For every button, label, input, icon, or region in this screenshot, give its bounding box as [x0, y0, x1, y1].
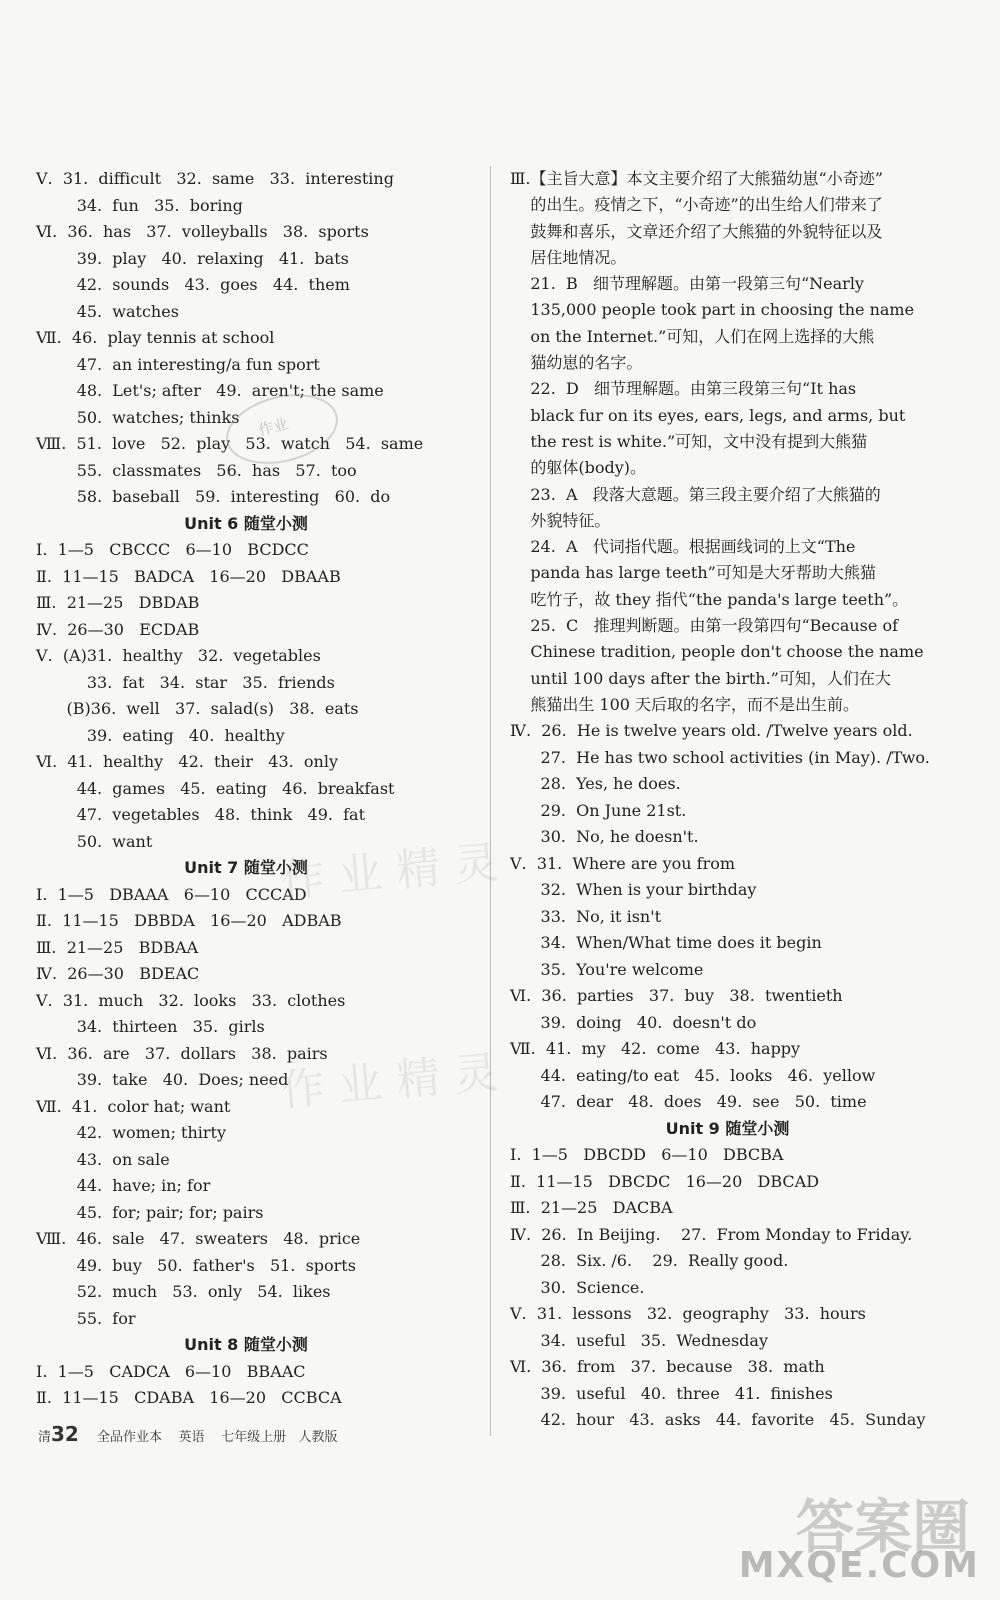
answer-line: Ⅵ. 41. healthy 42. their 43. only	[36, 752, 338, 771]
answer-line: (B)36. well 37. salad(s) 38. eats	[36, 699, 359, 718]
answer-line: 44. have; in; for	[36, 1176, 211, 1195]
answer-line: Ⅵ. 36. has 37. volleyballs 38. sports	[36, 222, 369, 241]
answer-line: 47. an interesting/a fun sport	[36, 354, 320, 374]
answer-line: 33. No, it isn't	[510, 906, 662, 926]
unit-heading: Unit 8 随堂小测	[184, 1335, 308, 1354]
answer-line: Ⅴ. 31. lessons 32. geography 33. hours	[510, 1304, 866, 1324]
answer-line: 39. take 40. Does; need	[36, 1070, 289, 1089]
answer-line: 39. doing 40. doesn't do	[510, 1012, 757, 1032]
answer-line: Ⅴ. 31. much 32. looks 33. clothes	[36, 990, 346, 1010]
answer-line: 35. You're welcome	[510, 959, 704, 979]
answer-explanation: 21. B 细节理解题。由第一段第三句“Nearly 135,000 people took part in choosing the name on the Internet.”可知，人们在网上选择的大熊 猫幼崽的名字。	[530, 274, 915, 373]
watermark-text-2: 作业精灵	[278, 1045, 515, 1117]
answer-line: Ⅷ. 46. sale 47. sweaters 48. price	[36, 1229, 361, 1248]
answer-line: 27. He has two school activities (in May). /Two.	[510, 747, 930, 767]
page-number: 32	[51, 1422, 79, 1446]
answer-line: Ⅰ. 1—5 DBCDD 6—10 DBCBA	[510, 1145, 784, 1165]
answer-line: Ⅰ. 1—5 DBAAA 6—10 CCCAD	[36, 884, 307, 904]
answer-line: 42. hour 43. asks 44. favorite 45. Sunday	[510, 1410, 926, 1430]
answer-line: Ⅳ. 26. In Beijing. 27. From Monday to Friday.	[510, 1224, 913, 1244]
unit-heading: Unit 7 随堂小测	[184, 858, 308, 877]
answer-explanation: 23. A 段落大意题。第三段主要介绍了大熊猫的 外貌特征。	[530, 484, 881, 530]
answer-line: 34. useful 35. Wednesday	[510, 1330, 768, 1350]
answer-line: Ⅴ. 31. difficult 32. same 33. interesting	[36, 169, 394, 188]
answer-line: Ⅵ. 36. parties 37. buy 38. twentieth	[510, 986, 843, 1006]
answer-line: 42. women; thirty	[36, 1123, 227, 1142]
answer-line: 45. watches	[36, 301, 179, 321]
answer-line: 28. Six. /6. 29. Really good.	[510, 1251, 789, 1271]
left-answer-column	[36, 166, 456, 1412]
logo-url: MXQE.COM	[738, 1545, 980, 1586]
answer-line: Ⅱ. 11—15 DBCDC 16—20 DBCAD	[510, 1171, 820, 1191]
answer-line: 50. watches; thinks	[36, 407, 240, 427]
answer-line: Ⅱ. 11—15 BADCA 16—20 DBAAB	[36, 566, 341, 586]
answer-line: 42. sounds 43. goes 44. them	[36, 275, 350, 294]
answer-line: 43. on sale	[36, 1149, 170, 1169]
answer-line: 39. eating 40. healthy	[36, 725, 285, 745]
page-prefix: 清	[38, 1430, 52, 1445]
watermark-stamp: 作业	[219, 383, 346, 475]
answer-line: Ⅶ. 41. my 42. come 43. happy	[510, 1039, 801, 1059]
answer-explanation: Ⅲ.【主旨大意】本文主要介绍了大熊猫幼崽“小奇迹” 的出生。疫情之下，“小奇迹”的出生给人们带来了 鼓舞和喜乐，文章还介绍了大熊猫的外貌特征以及 居住地情况。	[510, 169, 883, 267]
answer-line: Ⅵ. 36. from 37. because 38. math	[510, 1357, 825, 1377]
answer-line: Ⅰ. 1—5 CADCA 6—10 BBAAC	[36, 1361, 306, 1381]
answer-line: 55. for	[36, 1308, 136, 1328]
answer-line: 34. fun 35. boring	[36, 195, 243, 215]
answer-line: Ⅶ. 46. play tennis at school	[36, 328, 275, 347]
answer-line: Ⅴ. 31. Where are you from	[510, 853, 736, 873]
answer-explanation: 24. A 代词指代题。根据画线词的上文“The panda has large teeth”可知是大牙帮助大熊猫 吃竹子，故 they 指代“the panda's large teeth”。	[530, 537, 909, 609]
answer-line: 29. On June 21st.	[510, 800, 687, 820]
edition: 人教版	[298, 1430, 338, 1445]
unit-heading: Unit 9 随堂小测	[665, 1118, 790, 1138]
answer-line: Ⅱ. 11—15 CDABA 16—20 CCBCA	[36, 1388, 342, 1407]
answer-line: Ⅴ. (A)31. healthy 32. vegetables	[36, 646, 321, 665]
answer-line: 45. for; pair; for; pairs	[36, 1202, 264, 1222]
unit-heading: Unit 6 随堂小测	[184, 513, 308, 533]
answer-line: 30. No, he doesn't.	[510, 827, 699, 847]
answer-line: 47. dear 48. does 49. see 50. time	[510, 1092, 867, 1112]
answer-line: Ⅵ. 36. are 37. dollars 38. pairs	[36, 1043, 328, 1063]
answer-line: Ⅲ. 21—25 DBDAB	[36, 593, 200, 612]
page-footer	[38, 1422, 338, 1446]
corner-logo	[738, 1480, 990, 1590]
answer-line: 44. games 45. eating 46. breakfast	[36, 778, 395, 798]
answer-explanation: 22. D 细节理解题。由第三段第三句“It has black fur on its eyes, ears, legs, and arms, but the rest is white.”可知，文中没有提到大熊猫 的躯体(body)。	[530, 379, 906, 478]
answer-line: 39. useful 40. three 41. finishes	[510, 1383, 833, 1403]
answer-line: 44. eating/to eat 45. looks 46. yellow	[510, 1065, 876, 1085]
answer-line: 58. baseball 59. interesting 60. do	[36, 487, 391, 506]
answer-line: Ⅰ. 1—5 CBCCC 6—10 BCDCC	[36, 540, 309, 559]
answer-line: 52. much 53. only 54. likes	[36, 1282, 331, 1301]
answer-line: 39. play 40. relaxing 41. bats	[36, 248, 349, 268]
answer-line: 50. want	[36, 831, 153, 851]
answer-line: 33. fat 34. star 35. friends	[36, 672, 335, 692]
answer-line: Ⅳ. 26—30 ECDAB	[36, 619, 200, 639]
answer-line: Ⅷ. 51. love 52. play 53. watch 54. same	[36, 434, 424, 453]
subject: 英语	[178, 1430, 205, 1445]
answer-line: 55. classmates 56. has 57. too	[36, 460, 357, 480]
answer-line: 28. Yes, he does.	[510, 774, 681, 794]
answer-line: 49. buy 50. father's 51. sports	[36, 1255, 356, 1275]
right-answer-column	[510, 166, 945, 1434]
book-title: 全品作业本	[97, 1430, 163, 1445]
answer-line: 30. Science.	[510, 1277, 645, 1297]
answer-line: Ⅱ. 11—15 DBBDA 16—20 ADBAB	[36, 911, 342, 930]
answer-explanation: 25. C 推理判断题。由第一段第四句“Because of Chinese tradition, people don't choose the name until 100 days after the birth.”可知，人们在大 熊猫出生 100 天后取的名字，而不是出生前。	[530, 616, 924, 714]
answer-line: Ⅶ. 41. color hat; want	[36, 1096, 231, 1116]
answer-line: 48. Let's; after 49. aren't; the same	[36, 381, 384, 400]
answer-line: Ⅲ. 21—25 BDBAA	[36, 937, 199, 957]
answer-line: 47. vegetables 48. think 49. fat	[36, 805, 366, 824]
answer-line: 34. thirteen 35. girls	[36, 1017, 265, 1036]
grade: 七年级上册	[221, 1430, 287, 1445]
answer-line: 34. When/What time does it begin	[510, 933, 822, 953]
answer-line: Ⅲ. 21—25 DACBA	[510, 1198, 673, 1218]
answer-line: Ⅳ. 26—30 BDEAC	[36, 964, 200, 983]
logo-text: 答案圈	[795, 1493, 970, 1561]
column-divider	[490, 166, 491, 1436]
answer-line: Ⅳ. 26. He is twelve years old. /Twelve years old.	[510, 721, 913, 741]
watermark-text: 作业精灵	[278, 835, 515, 907]
answer-line: 32. When is your birthday	[510, 880, 757, 900]
